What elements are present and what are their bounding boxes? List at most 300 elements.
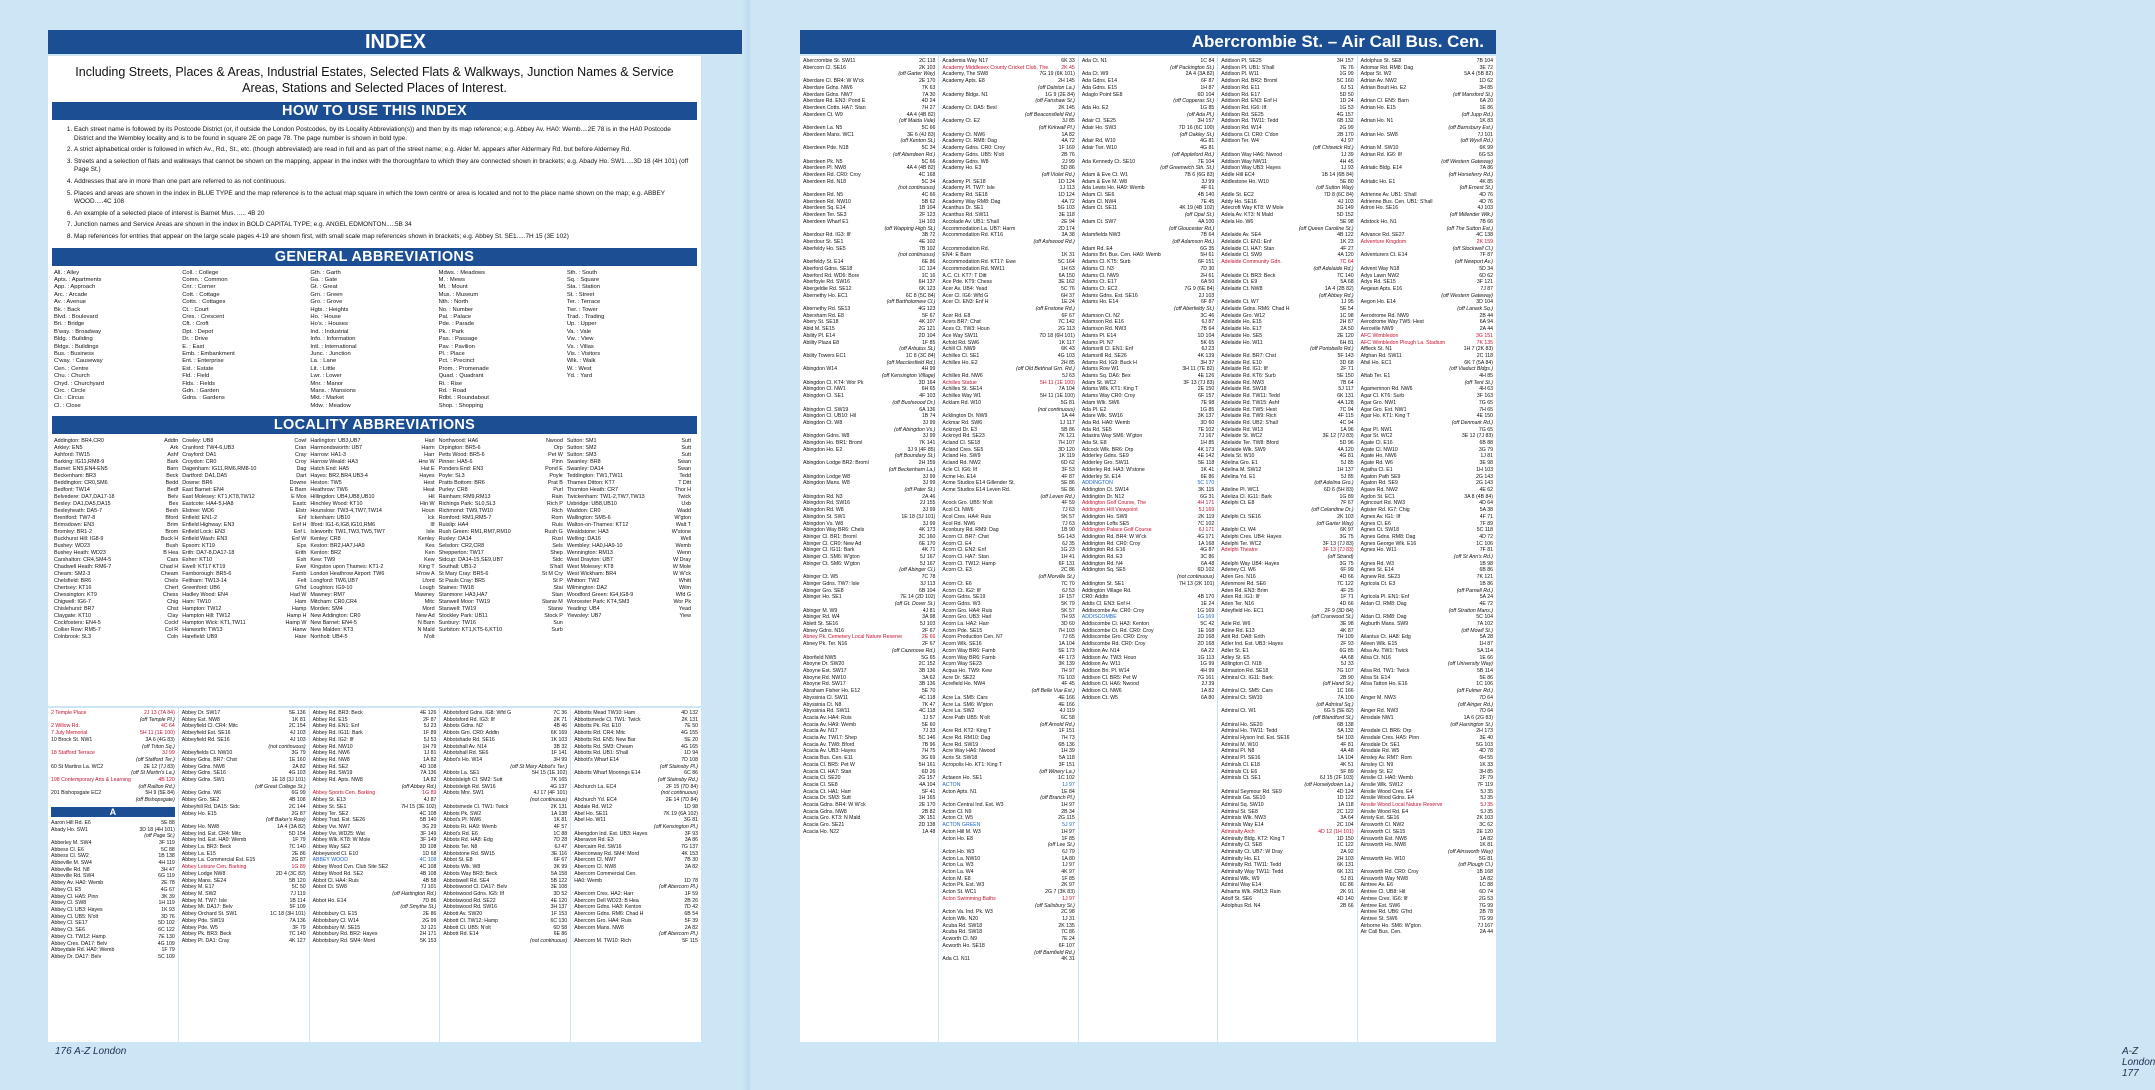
howto-item: 8. Map references for entries that appear on the large scale pages 4-19 are shown first, with small scale map references shown in brackets; e.g. Abbey St. SE1.....7H 15 (3E 102) — [74, 233, 689, 242]
index-entry-name: Acton St. WC1 — [942, 889, 977, 896]
index-entry-ref: 5J 167 — [919, 554, 936, 561]
locality-name: Twickenham: TW1-2,TW7,TW13 — [566, 494, 645, 501]
abbreviation-entry: Cott. : Cottage — [182, 291, 220, 298]
locality-entry — [182, 578, 306, 585]
left-index-columns — [48, 708, 701, 1042]
index-entry — [1361, 681, 1493, 688]
index-entry-name: Ainsdale NW1 — [1360, 714, 1394, 721]
index-entry-name: Abinger Ct. W5 — [803, 574, 839, 581]
index-entry — [942, 601, 1074, 608]
index-entry — [942, 916, 1074, 923]
index-entry-ref: 5F 89 — [1340, 768, 1354, 775]
index-entry — [1221, 467, 1353, 474]
index-entry — [1221, 675, 1353, 682]
index-entry-note: (off Fanshaw St.) — [1035, 98, 1075, 105]
locality-name: Cowley: UB8 — [182, 438, 214, 445]
index-entry-name: Acorn Wlk. SE16 — [942, 641, 982, 648]
index-entry-name: Adeline Pl. WC1 — [1221, 487, 1259, 493]
index-entry-name: Addison Pl. W11 — [1221, 71, 1260, 78]
index-entry-ref: 2G 121 — [918, 326, 936, 333]
index-entry-ref: 3A 62 — [922, 674, 936, 681]
index-entry — [1221, 252, 1353, 259]
index-entry-name: Abbey Dr. DA17: Belv — [51, 953, 102, 960]
locality-abbr: Harr — [424, 452, 435, 459]
index-entry — [1361, 132, 1493, 139]
index-entry — [1082, 346, 1214, 353]
index-entry-name: Abbots Ter. N8 — [443, 844, 478, 851]
index-entry-ref: 7G 99 — [1478, 902, 1494, 909]
index-entry-note: (off Adamson Rd.) — [1172, 238, 1215, 245]
index-entry-note: (off Parnell Rd.) — [1456, 587, 1494, 594]
index-entry-note: (off Gloucester Rd.) — [1168, 225, 1215, 232]
index-entry-ref: 5K 57 — [1061, 513, 1075, 520]
index-entry-name: Acton Wlk. N20 — [942, 916, 979, 922]
index-entry-name: Abbey Cl. SE17 — [51, 920, 88, 927]
locality-entry — [54, 473, 178, 480]
index-entry-ref: 1H 85 — [1200, 440, 1215, 447]
index-entry-name: Aberdare Cl. BR4: W W'ck — [803, 78, 864, 85]
locality-entry — [567, 501, 691, 508]
locality-name: Waddon: CR0 — [566, 508, 601, 515]
locality-abbr: Chig — [167, 599, 179, 606]
index-entry-note: (off Enstone Rd.) — [1035, 306, 1075, 313]
index-entry — [1221, 360, 1353, 367]
index-entry-ref: 5G 65 — [921, 654, 936, 661]
index-entry-ref: 3K 151 — [918, 815, 936, 822]
locality-name: Mawney: RM7 — [310, 592, 345, 599]
abbreviation-entry: Circ. : Circle — [54, 388, 86, 395]
locality-name: Ponders End: EN3 — [438, 466, 484, 473]
index-entry-ref: 3G 79 — [291, 750, 306, 757]
index-entry-ref: 5D 34 — [1479, 265, 1494, 272]
locality-abbr: Stan — [551, 592, 563, 599]
locality-name: Enfield: EN1-2 — [182, 515, 217, 522]
locality-abbr: Poyle — [549, 473, 563, 480]
index-entry-name: Adair Rd. W10 — [1081, 138, 1116, 145]
index-entry-note: (off Barnsbury Est.) — [1448, 125, 1494, 132]
index-entry-ref: 7C 142 — [1058, 319, 1075, 326]
index-entry-name: Abbotsford Rd. IG3: Ilf — [443, 716, 495, 723]
index-entry-name: Acorn Ct. IG2: Ilf — [942, 587, 981, 594]
index-entry-name: Aidan Cl. RM8: Dag — [1360, 600, 1407, 607]
index-entry-ref: 2D 138 — [918, 822, 936, 829]
index-entry-ref: 5E 86 — [1479, 674, 1494, 681]
abbreviation-entry: Pas. : Passage — [438, 336, 478, 343]
abbreviation-entry: Mdw. : Meadow — [310, 402, 351, 409]
index-entry-ref: 7A 136 — [420, 770, 437, 777]
index-entry — [1361, 715, 1493, 722]
index-entry-name: Adriatic Ho. E1 — [1360, 178, 1396, 185]
index-entry — [313, 770, 437, 777]
index-entry-ref: 7G 9 (6E 84) — [1184, 285, 1215, 292]
index-entry — [313, 777, 437, 784]
locality-entry — [310, 578, 434, 585]
index-entry-ref: 4B 170 — [1197, 594, 1215, 601]
index-entry-ref: 3D 60 — [1060, 621, 1075, 628]
index-entry — [942, 675, 1074, 682]
index-entry-ref: 3K 39 — [161, 893, 175, 900]
locality-abbr: Harm — [421, 445, 435, 452]
index-entry-ref: 1F 141 — [551, 750, 568, 757]
index-entry-name: 198 Contemporary Arts & Learning — [51, 777, 131, 784]
index-entry — [1221, 849, 1353, 856]
index-entry — [1361, 748, 1493, 755]
index-entry — [1082, 634, 1214, 641]
index-entry-ref: 1G 85 — [1200, 104, 1215, 111]
index-entry-ref: 5B 140 — [419, 817, 437, 824]
index-entry — [942, 896, 1074, 903]
index-entry-ref: 1E 24 — [1200, 600, 1215, 607]
index-entry-ref: 4K 107 — [918, 319, 936, 326]
index-entry-name: Acacia Av. N17 — [803, 728, 838, 735]
locality-abbr: Stai — [553, 585, 563, 592]
index-entry-ref: 7K 19 (6A 102) — [663, 810, 698, 817]
index-entry — [803, 159, 935, 166]
index-entry-ref: 1A 4 (3A 82) — [277, 823, 306, 830]
index-entry — [443, 851, 567, 858]
index-entry — [942, 58, 1074, 65]
index-entry-ref: 4F 71 — [1479, 513, 1494, 520]
index-entry-name: Abbey Rd. NW10 — [312, 743, 353, 750]
index-entry — [1082, 192, 1214, 199]
index-entry-name: Advent Way N18 — [1360, 265, 1400, 272]
index-entry-ref: 4J 97 — [1340, 138, 1354, 145]
locality-abbr: Isle — [426, 529, 435, 536]
index-entry — [182, 804, 306, 811]
locality-name: Barnet: EN5,EN4-EN5 — [54, 466, 108, 473]
index-entry-ref: 1J 97 — [1062, 862, 1075, 869]
index-entry-ref: 2G 143 — [1476, 480, 1494, 487]
abbreviation-entry: Mt. : Mount — [438, 284, 468, 291]
index-entry — [803, 782, 935, 789]
index-entry-name: Abady Ho. SW1 — [51, 826, 88, 833]
locality-abbr: Tedd — [679, 473, 692, 480]
index-entry-ref: 4J 103 — [1477, 205, 1494, 212]
index-entry — [803, 172, 935, 179]
locality-name: Chelsfield: BR6 — [54, 578, 92, 585]
locality-abbr: Yiew — [679, 613, 692, 620]
index-entry-name: Acacia Cl. BR5: Pet W — [803, 761, 855, 768]
index-entry-ref: 6H 81 — [1339, 339, 1354, 346]
index-entry — [51, 790, 175, 797]
locality-abbr: Heat — [423, 487, 435, 494]
index-entry-name: Abercorn Gdns. RM6: Chad H — [574, 911, 644, 918]
index-entry — [803, 480, 935, 487]
index-entry-name: Acre Path UB5: N'olt — [942, 714, 990, 721]
index-entry — [1361, 78, 1493, 85]
index-entry-ref: 4B 108 — [289, 797, 306, 804]
index-entry-note: (off Salisbury St.) — [1035, 902, 1075, 909]
index-entry-name: Acton M. E8 — [942, 875, 971, 882]
index-entry-name: Academy Pl. TW7: Isle — [942, 185, 995, 192]
index-entry-name: Abbey Rd. SW19 — [312, 770, 353, 777]
index-entry — [51, 907, 175, 914]
index-entry — [942, 668, 1074, 675]
index-entry — [1361, 413, 1493, 420]
index-entry-ref: 6H 37 — [1060, 292, 1075, 299]
index-entry — [1361, 809, 1493, 816]
index-entry-name: Addison Cl. BR5: Pet W — [1081, 674, 1137, 681]
locality-entry — [182, 564, 306, 571]
index-entry-ref: 1A 82 — [423, 756, 437, 763]
index-entry-name: Acacia Gro. SE21 — [803, 822, 845, 829]
index-entry-note: (off Horseferry Rd.) — [1448, 171, 1494, 178]
index-entry — [1082, 581, 1214, 588]
index-entry — [1361, 822, 1493, 829]
index-entry-ref: 4K 127 — [289, 937, 306, 944]
index-entry-ref: 2B 82 — [921, 808, 936, 815]
locality-entry — [310, 564, 434, 571]
index-entry-note: (off Queen Caroline St.) — [1298, 225, 1354, 232]
locality-entry — [54, 515, 178, 522]
index-entry — [1221, 500, 1353, 507]
index-entry-name: Adrian Ho. N1 — [1360, 118, 1394, 125]
index-entry — [803, 393, 935, 400]
locality-abbr: Eastc — [292, 501, 307, 508]
index-entry — [182, 851, 306, 858]
index-entry — [803, 728, 935, 735]
index-entry-ref: 6J 35 — [1062, 540, 1075, 547]
index-entry-ref: 1E 168 — [1197, 627, 1215, 634]
index-entry — [1221, 92, 1353, 99]
index-entry-note: (off St Mary Abbot's Ter.) — [510, 763, 568, 770]
index-entry-ref: 1C 122 — [1336, 842, 1354, 849]
index-entry-note: (off Winery La.) — [1039, 768, 1075, 775]
index-entry-name: Addison Way UB3: Hayes — [1221, 165, 1281, 172]
index-entry — [1221, 581, 1353, 588]
index-entry-ref: 1C 98 — [1339, 312, 1354, 319]
index-entry-name: Admirals Wlk. NW3 — [1221, 815, 1266, 822]
index-entry-name: Academy Way RM8: Dag — [942, 198, 1001, 205]
index-entry-ref: 7C 140 — [288, 844, 306, 851]
locality-entry — [439, 466, 563, 473]
index-entry — [803, 232, 935, 239]
index-entry — [1221, 762, 1353, 769]
index-entry-ref: 1B 90 — [1061, 527, 1075, 534]
index-entry-name: Abbeyfield Est. SE16 — [181, 730, 231, 737]
index-entry-ref: 4D 76 — [1479, 192, 1494, 199]
index-entry-ref: 1J 81 — [1480, 453, 1494, 460]
index-entry-ref: 6K 33 — [1061, 58, 1075, 64]
locality-entry — [567, 543, 691, 550]
index-entry-note: (off Oakley St.) — [1179, 131, 1215, 138]
index-entry — [1082, 655, 1214, 662]
index-entry-ref: 1K 81 — [1479, 842, 1494, 849]
index-entry-name: Abbotsford Gdns. IG8: Wfd G — [443, 710, 512, 716]
index-entry-ref: 1F 89 — [423, 730, 437, 737]
index-entry-ref: 4D 66 — [1339, 600, 1354, 607]
index-entry-name: Admiral St. SE8 — [1221, 808, 1258, 815]
index-entry — [803, 547, 935, 554]
index-entry-name: Aberdeen Ct. W9 — [803, 111, 843, 118]
locality-name: Hatch End: HA5 — [310, 466, 350, 473]
index-entry — [443, 878, 567, 885]
index-entry — [942, 487, 1074, 494]
index-entry-ref: 4G 123 — [918, 306, 936, 313]
index-entry-name: Abingdon Rd. W8 — [803, 507, 844, 514]
index-entry — [803, 353, 935, 360]
index-entry-ref: 6G 53 — [1478, 151, 1494, 158]
index-entry-ref: 2A 50 — [1340, 326, 1354, 333]
index-entry — [1221, 85, 1353, 92]
index-entry-ref: 2D 168 — [1197, 634, 1215, 641]
index-entry-ref: 1K 83 — [1479, 118, 1494, 125]
index-entry-name: Abel Ho. W11 — [574, 817, 606, 824]
index-entry-ref: 6F 151 — [1198, 259, 1215, 266]
index-entry-name: Acton Hill M. W3 — [942, 828, 981, 835]
locality-abbr: Houn — [421, 508, 435, 515]
index-entry — [1361, 534, 1493, 541]
abbreviation-entry: Coll. : College — [182, 269, 219, 276]
locality-name: West Drayton: UB7 — [566, 557, 613, 564]
locality-entry — [567, 515, 691, 522]
index-entry-note: (off Abbey Rd.) — [401, 783, 437, 790]
index-entry — [803, 326, 935, 333]
locality-abbr: Coln — [167, 634, 179, 641]
index-entry — [942, 541, 1074, 548]
locality-entry — [182, 627, 306, 634]
index-entry — [1082, 494, 1214, 501]
index-entry — [942, 118, 1074, 125]
index-entry — [574, 864, 698, 871]
index-entry — [443, 817, 567, 824]
index-entry-note: (off Leven Rd.) — [1040, 493, 1075, 500]
index-entry-ref: 3H 99 — [553, 756, 568, 763]
index-entry — [1082, 353, 1214, 360]
index-entry — [1361, 71, 1493, 78]
index-entry — [942, 199, 1074, 206]
index-entry-name: Adelaide Ct. E9 — [1221, 279, 1258, 286]
index-entry-name: Adelaide Ter. TW8: Bford — [1221, 440, 1279, 447]
index-entry-name: Adam Ct. SE11 — [1081, 205, 1118, 212]
index-entry — [803, 366, 935, 373]
index-entry-ref: 6A 20 — [1479, 98, 1494, 105]
index-entry-name: Agnes Ho. W11 — [1360, 547, 1397, 554]
locality-entry — [54, 620, 178, 627]
index-entry-ref: 1E 86 — [1479, 104, 1494, 111]
index-entry-name: Abbey Sports Cen. Barking — [312, 790, 376, 797]
index-entry-ref: 7G 19 (6K 101) — [1039, 71, 1075, 78]
index-entry-note: (not continuous) — [660, 790, 698, 797]
index-entry-name: Aberdeen Wharf E1 — [803, 218, 849, 225]
index-entry-name: Adams Pl. N7 — [1081, 339, 1114, 346]
index-entry — [1361, 152, 1493, 159]
index-entry-ref: 1F 85 — [1061, 875, 1075, 882]
index-entry-name: Admiralty Rd. TW11: Tedd — [1221, 862, 1282, 869]
index-entry-name: Abbott Cl. UB5: N'olt — [443, 924, 491, 931]
locality-entry — [54, 550, 178, 557]
locality-abbr: St P — [552, 578, 563, 585]
index-entry — [1082, 661, 1214, 668]
locality-entry — [567, 564, 691, 571]
index-entry-ref: 6G 5 (5E 82) — [1323, 708, 1354, 715]
locality-name: New Addington: CR0 — [310, 613, 361, 620]
index-entry-name: Abbey Gdns. SW1 — [181, 777, 225, 784]
index-entry — [443, 918, 567, 925]
index-entry-name: Addington Village Rd. — [1081, 587, 1132, 594]
index-entry-name: Abbotsmede Cl. TW1: Twick — [443, 803, 509, 810]
index-entry-ref: 7B 66 — [1479, 218, 1494, 225]
index-entry — [803, 594, 935, 601]
index-entry — [1361, 333, 1493, 340]
index-entry-name: Admiralty Arch — [1221, 828, 1255, 835]
locality-abbr: Ken — [425, 550, 435, 557]
index-entry-ref: 1J 31 — [1062, 916, 1075, 922]
index-entry — [942, 742, 1074, 749]
index-entry — [942, 534, 1074, 541]
index-entry — [1361, 856, 1493, 863]
locality-entry — [310, 459, 434, 466]
locality-name: Esher: KT10 — [182, 557, 213, 564]
locality-entry — [182, 494, 306, 501]
index-entry-name: Addisons Cl. CR0: C'don — [1221, 131, 1279, 138]
index-entry-name: Acacia Av. UB3: Hayes — [803, 748, 856, 755]
index-entry-name: Acton Swimming Baths — [942, 895, 996, 902]
locality-entry — [439, 515, 563, 522]
index-entry — [942, 856, 1074, 863]
index-entry — [1221, 407, 1353, 414]
locality-name: Walton-on-Thames: KT12 — [566, 522, 629, 529]
index-entry — [942, 346, 1074, 353]
index-entry — [574, 817, 698, 824]
index-entry — [1221, 373, 1353, 380]
index-entry — [942, 373, 1074, 380]
locality-name: Enfield Highway: EN3 — [182, 522, 235, 529]
index-entry — [1221, 239, 1353, 246]
index-entry-name: Accommodation La. UB7: Harm — [942, 225, 1016, 232]
index-entry — [803, 795, 935, 802]
index-entry-name: Accommodation Rd. KT17: Ewe — [942, 259, 1016, 266]
index-entry — [942, 92, 1074, 99]
index-entry-ref: 2C 118 — [919, 58, 936, 64]
index-entry-ref: 2K 103 — [1337, 513, 1354, 520]
index-entry — [1082, 453, 1214, 460]
index-entry-note: (off Hand St.) — [1322, 681, 1354, 688]
index-entry-ref: 2C 118 — [1476, 352, 1494, 359]
index-entry — [1361, 500, 1493, 507]
index-entry-name: Addiscombe Rd. CR0: Croy — [1081, 641, 1146, 648]
index-entry-note: (off Mowll St.) — [1461, 627, 1494, 634]
index-entry-name: Aden Ter. N16 — [1221, 600, 1254, 607]
index-entry-note: (off Abinger Cl.) — [899, 567, 936, 574]
index-entry — [1082, 159, 1214, 166]
index-entry — [1221, 232, 1353, 239]
index-entry-ref: 3C 160 — [918, 533, 936, 540]
index-entry-name: Achill Cl. NW9 — [942, 346, 976, 353]
index-entry — [1221, 172, 1353, 179]
index-entry — [1082, 319, 1214, 326]
index-entry-ref: 3E 108 — [550, 884, 568, 891]
index-entry-note: (off Temple Pl.) — [139, 716, 175, 723]
locality-abbr: Enf H — [292, 522, 307, 529]
index-entry — [313, 723, 437, 730]
index-entry — [1361, 708, 1493, 715]
index-entry-name: Ailsa Rd. TW1: Twick — [1360, 667, 1410, 674]
index-entry — [803, 286, 935, 293]
index-entry — [313, 817, 437, 824]
index-entry-name: Achilles Statue — [942, 379, 977, 386]
index-entry-ref: 4C 108 — [419, 810, 437, 817]
index-entry — [1221, 205, 1353, 212]
index-entry-name: Abbey Wood Rd. SE2 — [312, 870, 363, 877]
index-entry-ref: 7D 64 — [1479, 708, 1494, 715]
index-entry-name: Aberavon Rd. E3 — [574, 837, 614, 844]
index-entry — [1221, 588, 1353, 595]
index-entry-name: Abbey Ct. SE6 — [51, 927, 86, 934]
index-entry-name: Abbey Ind. Est. CR4: Mitc — [181, 830, 242, 837]
index-entry-ref: 2E 86 — [292, 850, 306, 857]
index-entry — [1221, 755, 1353, 762]
